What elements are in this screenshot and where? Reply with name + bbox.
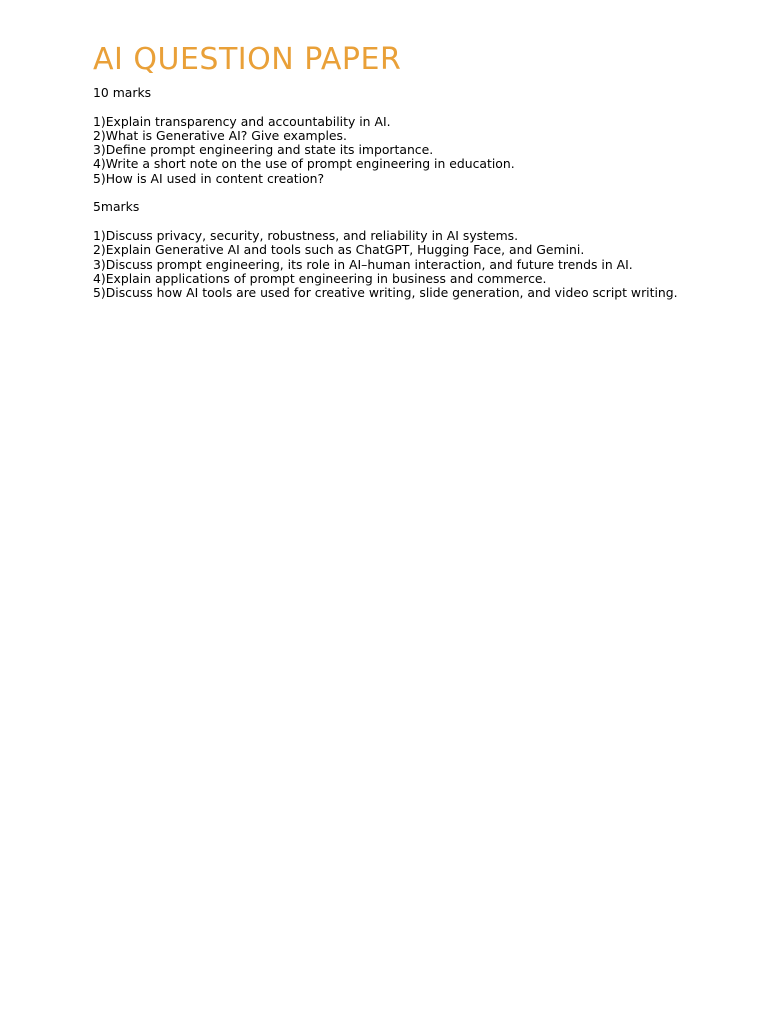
- question-item: 1)Explain transparency and accountability in AI.: [93, 113, 391, 129]
- section-5-marks: [93, 200, 693, 300]
- spacer: [93, 186, 693, 200]
- question-item: 5)Discuss how AI tools are used for creative writing, slide generation, and video script writing.: [93, 285, 678, 301]
- question-list: [93, 115, 693, 186]
- section-10-marks: [93, 86, 693, 186]
- document-page: [93, 40, 693, 300]
- question-item: 2)What is Generative AI? Give examples.: [93, 127, 347, 143]
- question-item: 3)Define prompt engineering and state its importance.: [93, 142, 434, 158]
- question-item: 2)Explain Generative AI and tools such as ChatGPT, Hugging Face, and Gemini.: [93, 242, 585, 258]
- question-item: 5)How is AI used in content creation?: [93, 170, 325, 186]
- section-heading: 5marks: [93, 199, 140, 215]
- question-list: [93, 229, 693, 300]
- spacer: [93, 215, 693, 229]
- question-item: 4)Write a short note on the use of prompt engineering in education.: [93, 156, 515, 172]
- page-title: AI QUESTION PAPER: [93, 42, 402, 77]
- spacer: [93, 100, 693, 114]
- question-item: 1)Discuss privacy, security, robustness, and reliability in AI systems.: [93, 227, 519, 243]
- section-heading: 10 marks: [93, 85, 152, 100]
- question-item: 4)Explain applications of prompt engineering in business and commerce.: [93, 270, 547, 286]
- question-item: 3)Discuss prompt engineering, its role in AI–human interaction, and future trends in AI.: [93, 256, 633, 272]
